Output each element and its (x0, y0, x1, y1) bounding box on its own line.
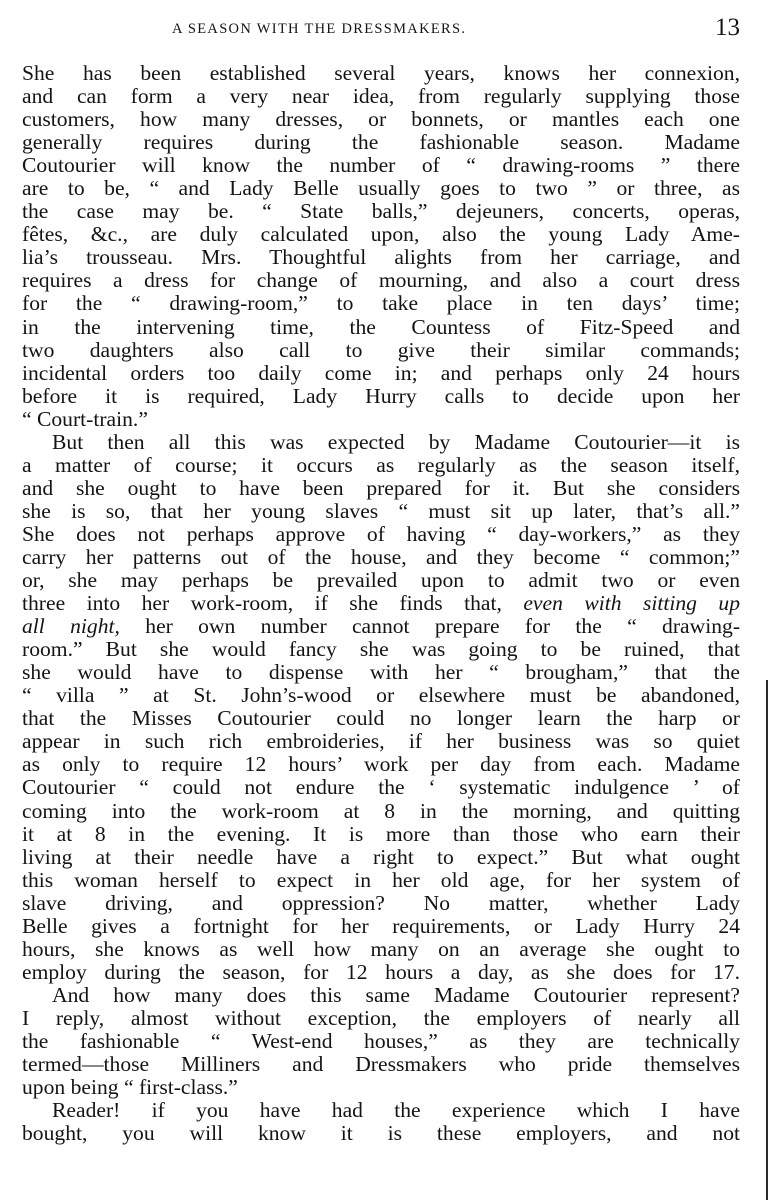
text-line: room.” But she would fancy she was going to be ruined, that (22, 637, 740, 662)
text-line: the fashionable “ West-end houses,” as they are technically (22, 1028, 740, 1053)
text-line: lia’s trousseau. Mrs. Thoughtful alights from her carriage, and (22, 245, 740, 270)
text-line: carry her patterns out of the house, and they become “ common;” (22, 544, 740, 569)
text-line: “ villa ” at St. John’s-wood or elsewhere must be abandoned, (22, 683, 740, 708)
text-line: bought, you will know it is these employers, and not (22, 1121, 740, 1146)
text-line: she is so, that her young slaves “ must sit up later, that’s all.” (22, 498, 740, 523)
text-line: she would have to dispense with her “ brougham,” that the (22, 660, 740, 685)
text-line: coming into the work-room at 8 in the morning, and quitting (22, 798, 740, 823)
text-line: “ Court-train.” (22, 406, 148, 431)
text-line: for the “ drawing-room,” to take place in ten days’ time; (22, 291, 740, 316)
text-line: it at 8 in the evening. It is more than those who earn their (22, 821, 740, 846)
italic-phrase: even with sitting up (523, 591, 740, 616)
text-line: incidental orders too daily come in; and perhaps only 24 hours (22, 360, 740, 385)
text-line: She does not perhaps approve of having “ day-workers,” as they (22, 521, 740, 546)
running-head (22, 14, 740, 44)
text-line: this woman herself to expect in her old age, for her system of (22, 867, 740, 892)
text-line: before it is required, Lady Hurry calls to decide upon her (22, 383, 740, 408)
text-line: generally requires during the fashionable season. Madame (22, 130, 740, 155)
text-line: Reader! if you have had the experience which I have (52, 1098, 740, 1123)
text-line: as only to require 12 hours’ work per day from each. Madame (22, 752, 740, 777)
page-number: 13 (715, 14, 740, 41)
text-line: upon being “ first-class.” (22, 1075, 238, 1100)
italic-phrase: all night, (22, 614, 120, 639)
text-line: are to be, “ and Lady Belle usually goes to two ” or three, as (22, 176, 740, 201)
text-line: customers, how many dresses, or bonnets, or mantles each one (22, 107, 740, 132)
text-line: two daughters also call to give their similar commands; (22, 337, 740, 362)
text-line (22, 615, 740, 638)
text-segment: three into her work-room, if she finds that, (22, 591, 502, 616)
text-line: a matter of course; it occurs as regularly as the season itself, (22, 452, 740, 477)
text-segment: her own number cannot prepare for the “ drawing- (145, 614, 741, 639)
text-line: hours, she knows as well how many on an average she ought to (22, 936, 740, 961)
text-line: Coutourier “ could not endure the ‘ systematic indulgence ’ of (22, 775, 740, 800)
text-line: employ during the season, for 12 hours a day, as she does for 17. (22, 959, 740, 984)
text-line: But then all this was expected by Madame Coutourier—it is (52, 429, 740, 454)
text-line: appear in such rich embroideries, if her business was so quiet (22, 729, 740, 754)
text-line: fêtes, &c., are duly calculated upon, also the young Lady Ame- (22, 222, 740, 247)
text-line (22, 592, 740, 615)
text-line: termed—those Milliners and Dressmakers who pride themselves (22, 1052, 740, 1077)
text-line: the case may be. “ State balls,” dejeuners, concerts, operas, (22, 199, 740, 224)
text-line: And how many does this same Madame Coutourier represent? (52, 982, 740, 1007)
text-line: Coutourier will know the number of “ drawing-rooms ” there (22, 153, 740, 178)
body-text (22, 62, 740, 1145)
text-line: in the intervening time, the Countess of Fitz-Speed and (22, 314, 740, 339)
text-line: I reply, almost without exception, the employers of nearly all (22, 1005, 740, 1030)
text-line: and can form a very near idea, from regularly supplying those (22, 84, 740, 109)
running-title: A SEASON WITH THE DRESSMAKERS. (172, 21, 467, 37)
text-line: slave driving, and oppression? No matter, whether Lady (22, 890, 740, 915)
text-line: She has been established several years, knows her connexion, (22, 61, 740, 85)
page-edge-shadow (766, 680, 768, 1200)
text-line: that the Misses Coutourier could no longer learn the harp or (22, 706, 740, 731)
text-line: requires a dress for change of mourning, and also a court dress (22, 268, 740, 293)
text-line: Belle gives a fortnight for her requirements, or Lady Hurry 24 (22, 913, 740, 938)
text-line: living at their needle have a right to expect.” But what ought (22, 844, 740, 869)
text-line: and she ought to have been prepared for it. But she considers (22, 475, 740, 500)
text-line: or, she may perhaps be prevailed upon to admit two or even (22, 568, 740, 593)
